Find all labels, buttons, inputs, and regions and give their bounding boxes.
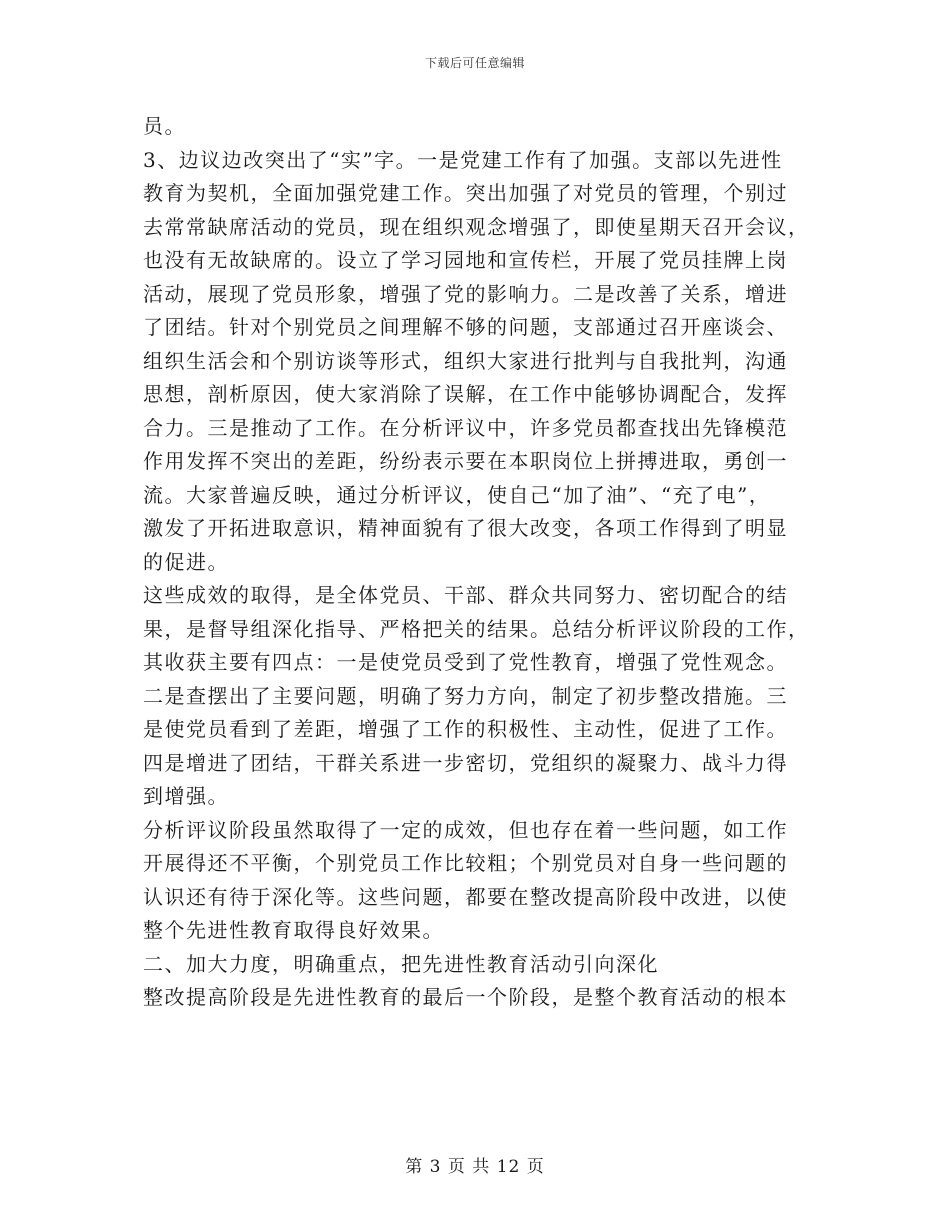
text-line: 开展得还不平衡，个别党员工作比较粗；个别党员对自身一些问题的 <box>143 851 788 875</box>
section-heading: 二、加大力度，明确重点，把先进性教育活动引向深化 <box>143 951 659 976</box>
text-line: 果，是督导组深化指导、严格把关的结果。总结分析评议阶段的工作， <box>143 616 810 641</box>
text-line: 作用发挥不突出的差距，纷纷表示要在本职岗位上拼搏进取，勇创一 <box>143 449 788 473</box>
text-line: 整个先进性教育取得良好效果。 <box>143 918 444 942</box>
text-line: 的促进。 <box>143 549 229 574</box>
text-line: 到增强。 <box>143 784 229 808</box>
text-line: 认识还有待于深化等。这些问题，都要在整改提高阶段中改进，以使 <box>143 884 788 909</box>
text-line: 合力。三是推动了工作。在分析评议中，许多党员都查找出先锋模范 <box>143 415 788 440</box>
text-line: 去常常缺席活动的党员，现在组织观念增强了，即使星期天召开会议， <box>143 214 810 239</box>
text-line: 流。大家普遍反映，通过分析评议，使自己“加了油”、“充了电”， <box>143 482 771 507</box>
text-line: 整改提高阶段是先进性教育的最后一个阶段，是整个教育活动的根本 <box>143 985 788 1009</box>
text-line: 思想，剖析原因，使大家消除了误解，在工作中能够协调配合，发挥 <box>143 382 788 406</box>
text-line: 活动，展现了党员形象，增强了党的影响力。二是改善了关系，增进 <box>143 281 788 306</box>
document-body <box>143 110 813 1015</box>
text-line: 是使党员看到了差距，增强了工作的积极性、主动性，促进了工作。 <box>143 717 788 741</box>
text-line: 四是增进了团结，干群关系进一步密切，党组织的凝聚力、战斗力得 <box>143 750 788 775</box>
page-header-note: 下载后可任意编辑 <box>424 56 525 70</box>
text-line: 其收获主要有四点：一是使党员受到了党性教育，增强了党性观念。 <box>143 650 788 674</box>
text-line: 教育为契机，全面加强党建工作。突出加强了对党员的管理，个别过 <box>143 181 788 205</box>
text-line: 激发了开拓进取意识，精神面貌有了很大改变，各项工作得到了明显 <box>143 516 788 540</box>
page-number-footer: 第 3 页 共 12 页 <box>405 1157 545 1177</box>
text-line: 员。 <box>143 114 186 138</box>
text-line: 组织生活会和个别访谈等形式，组织大家进行批判与自我批判，沟通 <box>143 348 788 373</box>
text-line: 了团结。针对个别党员之间理解不够的问题，支部通过召开座谈会、 <box>143 315 788 339</box>
text-line: 二是查摆出了主要问题，明确了努力方向，制定了初步整改措施。三 <box>143 683 788 708</box>
text-line: 分析评议阶段虽然取得了一定的成效，但也存在着一些问题，如工作 <box>143 817 788 842</box>
text-line: 3、边议边改突出了“实”字。一是党建工作有了加强。支部以先进性 <box>143 147 783 172</box>
text-line: 这些成效的取得，是全体党员、干部、群众共同努力、密切配合的结 <box>143 583 788 607</box>
text-line: 也没有无故缺席的。设立了学习园地和宣传栏，开展了党员挂牌上岗 <box>143 248 788 272</box>
